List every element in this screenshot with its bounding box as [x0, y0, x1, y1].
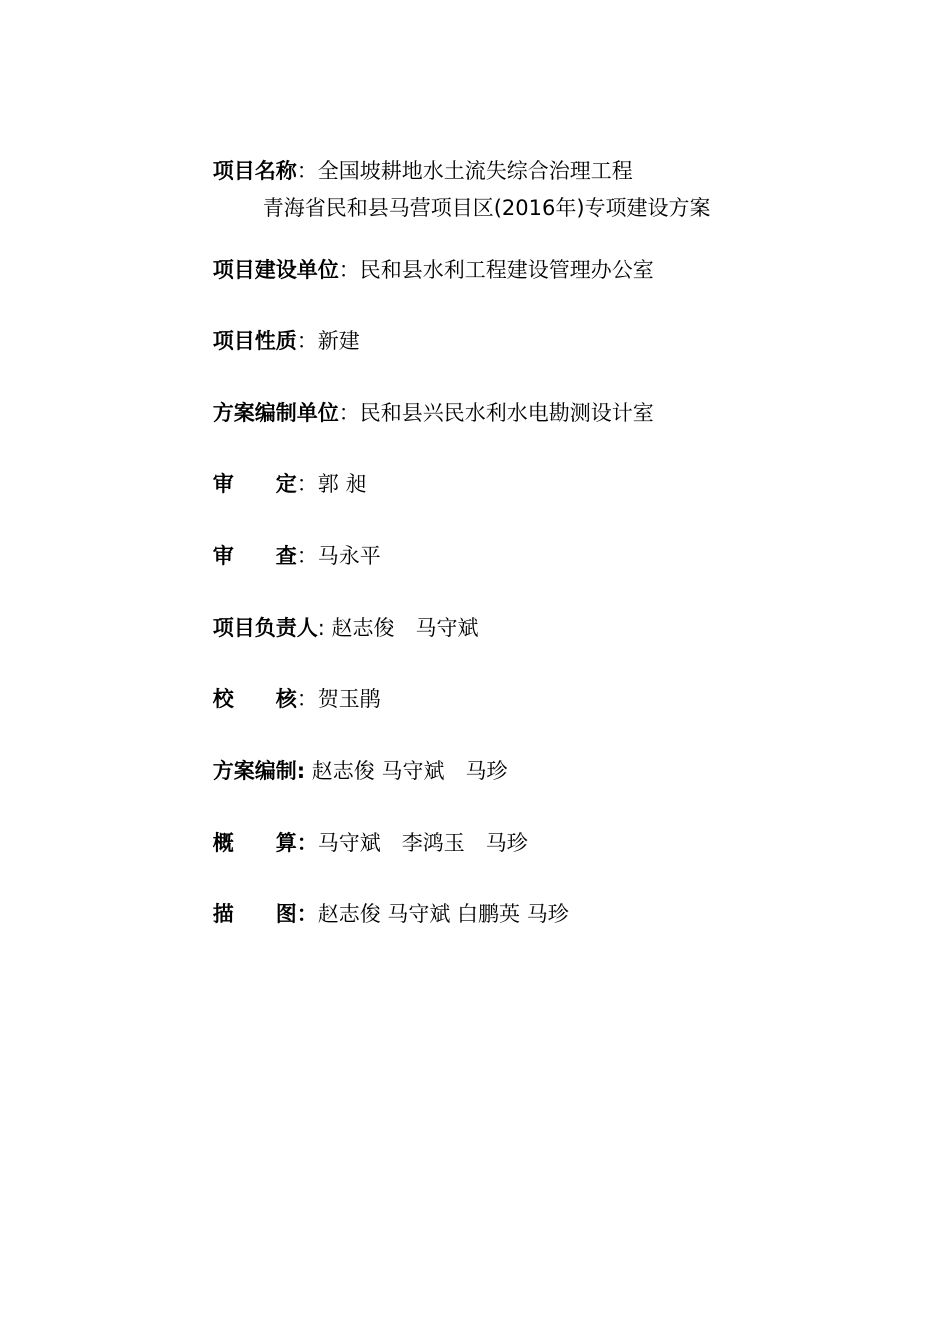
- field-label: 审 查: [212, 544, 297, 568]
- field-separator: ：: [338, 258, 360, 282]
- field-value: 赵志俊 马守斌 白鹏英 马珍: [317, 902, 569, 926]
- field-value: 贺玉鹃: [317, 687, 381, 711]
- field-value: 新建: [317, 329, 360, 353]
- project-name-value: 全国坡耕地水土流失综合治理工程: [317, 159, 633, 183]
- field-label: 方案编制: [212, 759, 297, 783]
- field-separator: ：: [296, 329, 318, 353]
- project-name-separator: ：: [296, 159, 318, 183]
- field-separator: ：: [338, 401, 360, 425]
- field-separator: :: [317, 616, 325, 640]
- field-separator: ：: [296, 902, 318, 926]
- field-value: 郭 昶: [317, 472, 367, 496]
- field-separator: :: [296, 759, 306, 783]
- project-name-label: 项目名称: [212, 159, 297, 183]
- field-value: 马守斌 李鸿玉 马珍: [317, 831, 528, 855]
- field-label: 校 核: [212, 687, 297, 711]
- field-label: 方案编制单位: [212, 401, 339, 425]
- field-label: 项目负责人: [212, 616, 318, 640]
- field-separator: ：: [296, 544, 318, 568]
- field-drawing: [186, 872, 569, 956]
- field-label: 审 定: [212, 472, 297, 496]
- field-separator: ：: [296, 472, 318, 496]
- project-name-value-2: 青海省民和县马营项目区(2016年)专项建设方案: [262, 196, 711, 220]
- field-label: 项目性质: [212, 329, 297, 353]
- field-value: 民和县水利工程建设管理办公室: [359, 258, 654, 282]
- field-label: 描 图: [212, 902, 297, 926]
- field-separator: ：: [296, 687, 318, 711]
- field-label: 项目建设单位: [212, 258, 339, 282]
- field-value: 马永平: [317, 544, 381, 568]
- field-separator: ：: [296, 831, 318, 855]
- field-label: 概 算: [212, 831, 297, 855]
- field-value: 赵志俊 马守斌: [324, 616, 479, 640]
- field-value: 民和县兴民水利水电勘测设计室: [359, 401, 654, 425]
- field-value: 赵志俊 马守斌 马珍: [305, 759, 508, 783]
